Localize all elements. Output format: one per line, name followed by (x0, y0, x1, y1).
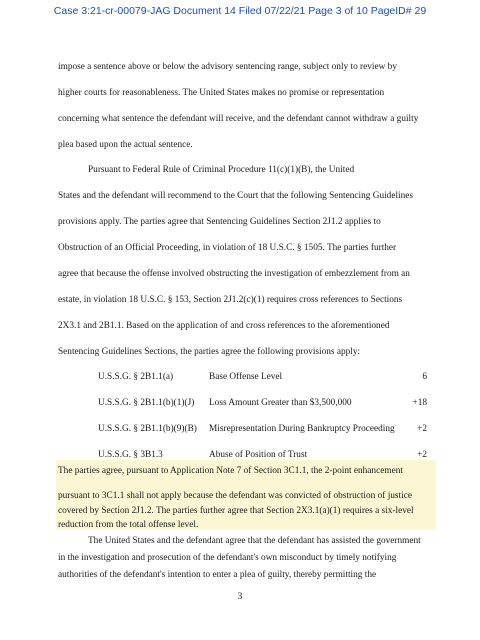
guideline-description: Base Offense Level (209, 372, 283, 382)
guideline-description: Loss Amount Greater than $3,500,000 (209, 398, 352, 408)
body-line: pursuant to 3C1.1 shall not apply because the defendant was convicted of obstruction of justice (58, 491, 412, 501)
body-line: concerning what sentence the defendant will receive, and the defendant cannot withdraw a guilty (58, 114, 419, 124)
body-line: 2X3.1 and 2B1.1. Based on the application of and cross references to the aforementioned (58, 321, 390, 331)
guideline-section: U.S.S.G. § 2B1.1(b)(1)(J) (98, 398, 195, 408)
body-line: plea based upon the actual sentence. (58, 140, 193, 150)
table-row (0, 371, 480, 383)
table-row (0, 423, 480, 435)
body-line: provisions apply. The parties agree that Sentencing Guidelines Section 2J1.2 applies to (58, 217, 381, 227)
body-line: covered by Section 2J1.2. The parties further agree that Section 2X3.1(a)(1) requires a six-level (58, 506, 414, 516)
body-line: estate, in violation 18 U.S.C. § 153, Section 2J1.2(c)(1) requires cross references to Sections (58, 295, 403, 305)
body-line: impose a sentence above or below the advisory sentencing range, subject only to review by (58, 62, 397, 72)
guideline-section: U.S.S.G. § 3B1.3 (98, 450, 163, 460)
body-line: reduction from the total offense level. (58, 520, 199, 530)
body-line: Pursuant to Federal Rule of Criminal Procedure 11(c)(1)(B), the United (88, 165, 355, 175)
guideline-level: +2 (417, 424, 427, 434)
body-line: Obstruction of an Official Proceeding, in violation of 18 U.S.C. § 1505. The parties further (58, 243, 397, 253)
guideline-level: +18 (412, 398, 427, 408)
body-line: The United States and the defendant agree that the defendant has assisted the government (88, 536, 421, 546)
body-line: Sentencing Guidelines Sections, the parties agree the following provisions apply: (58, 347, 361, 357)
guideline-description: Misrepresentation During Bankruptcy Proceeding (209, 424, 395, 434)
body-line: authorities of the defendant's intention to enter a plea of guilty, thereby permitting the (58, 570, 377, 580)
body-line: The parties agree, pursuant to Application Note 7 of Section 3C1.1, the 2-point enhancement (58, 466, 403, 476)
guideline-description: Abuse of Position of Trust (209, 450, 308, 460)
body-line: agree that because the offense involved obstructing the investigation of embezzlement from an (58, 269, 410, 279)
guideline-section: U.S.S.G. § 2B1.1(a) (98, 372, 174, 382)
body-line: States and the defendant will recommend to the Court that the following Sentencing Guidelines (58, 191, 414, 201)
guideline-level: 6 (422, 372, 427, 382)
body-line: higher courts for reasonableness. The United States makes no promise or representation (58, 88, 385, 98)
page-number: 3 (237, 592, 243, 602)
table-row (0, 397, 480, 409)
body-line: in the investigation and prosecution of the defendant's own misconduct by timely notifying (58, 553, 397, 563)
case-header: Case 3:21-cr-00079-JAG Document 14 Filed 07/22/21 Page 3 of 10 PageID# 29 (53, 5, 427, 17)
guideline-section: U.S.S.G. § 2B1.1(b)(9)(B) (98, 424, 197, 434)
guideline-level: +2 (417, 450, 427, 460)
